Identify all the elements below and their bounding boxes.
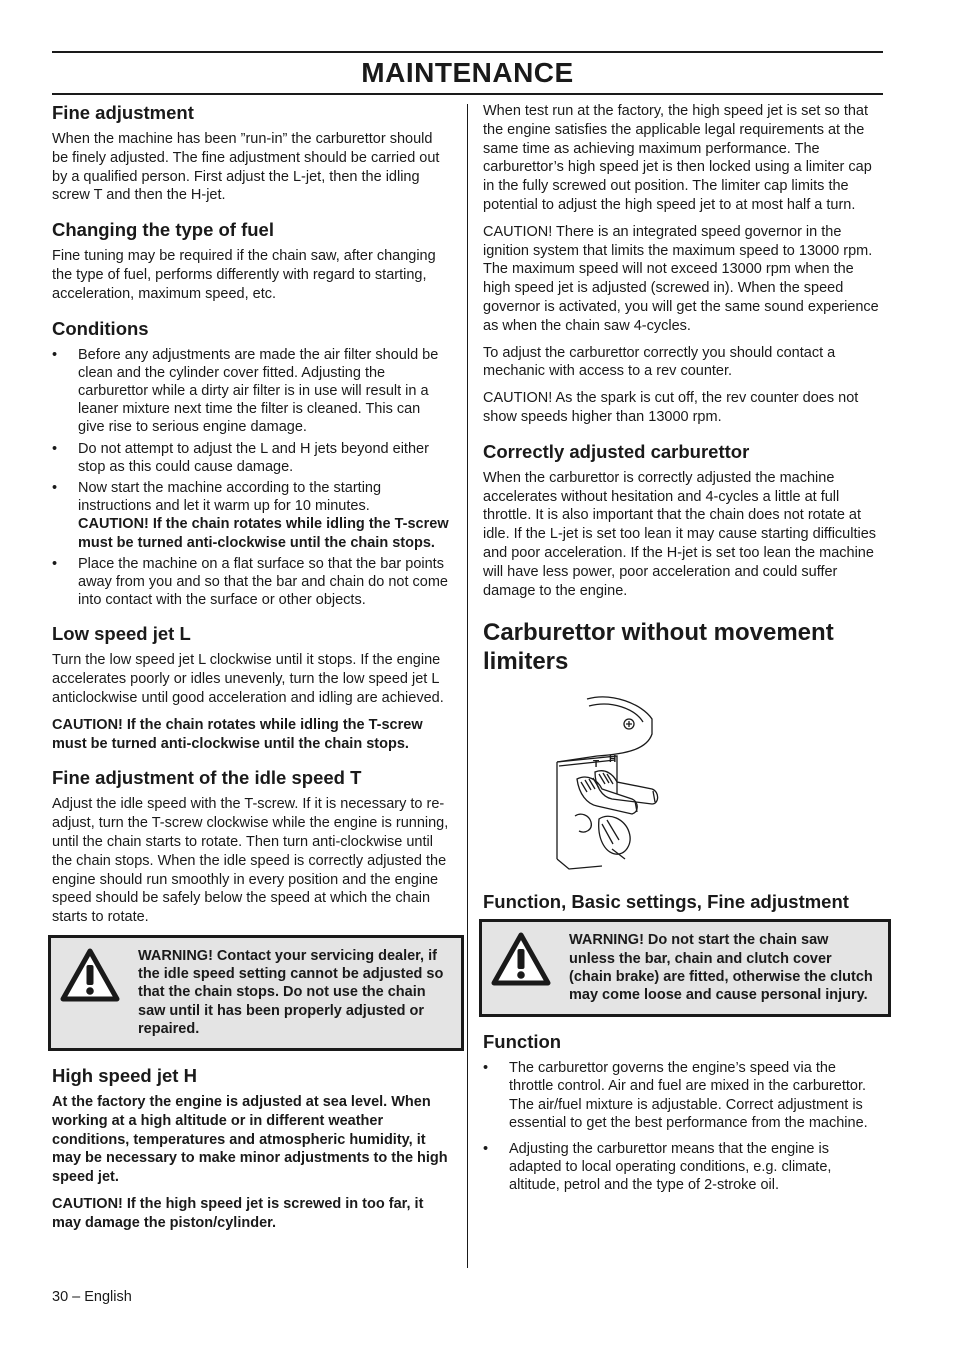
warning-text: WARNING! Do not start the chain saw unless the bar, chain and clutch cover (chain brake) are fitted, otherwise the clutch may come loose and cause personal injury. xyxy=(569,932,873,1003)
conditions-heading: Conditions xyxy=(52,317,149,339)
low-speed-text: Turn the low speed jet L clockwise until it stops. If the engine accelerates poorly or idles unevenly, turn the low speed jet L anticlockwise until good acceleration and idling are achieved. xyxy=(52,652,444,707)
governor-paragraph: CAUTION! There is an integrated speed governor in the ignition system that limits the maximum speed to 13000 rpm. The maximum speed will not exceed 13000 rpm when the high speed jet is adjusted (screwed in). When the speed governor is activated, you will get the same sound experience as when the chain saw 4-cycles. xyxy=(483,223,879,334)
section-title: Carburettor without movement limiters xyxy=(483,619,834,676)
conditions-list xyxy=(52,346,450,610)
high-speed-heading: High speed jet H xyxy=(52,1065,197,1086)
low-speed-heading: Low speed jet L xyxy=(52,623,191,645)
high-speed-caution: CAUTION! If the high speed jet is screwed in too far, it may damage the piston/cylinder. xyxy=(52,1195,424,1231)
function-list xyxy=(483,1059,883,1194)
warning-box-idle xyxy=(48,935,464,1051)
page-title: MAINTENANCE xyxy=(361,57,574,88)
warning-text: WARNING! Contact your servicing dealer, if the idle speed setting cannot be adjusted so that the chain stops. Do not use the chain saw until it has been properly adjusted or repaired. xyxy=(138,947,444,1037)
list-item: • Place the machine on a flat surface so that the bar points away from you and so that the bar and chain do not come into contact with the surface or other objects. xyxy=(52,555,450,610)
correct-heading: Correctly adjusted carburettor xyxy=(483,440,750,462)
fuel-text: Fine tuning may be required if the chain saw, after changing the type of fuel, performs differently with regard to starting, acceleration, maximum speed, etc. xyxy=(52,248,436,302)
warning-triangle-icon xyxy=(60,948,120,1002)
correct-text: When the carburettor is correctly adjusted the machine accelerates without hesitation and 4-cycles a little at full throttle. It is also important that the chain does not rotate at idle. If the L-jet is set too lean it may cause starting difficulties and poor acceleration. If the H-jet is set too lean the machine will have less power, poor acceleration and could suffer damage to the engine. xyxy=(483,469,877,599)
conditions-caution: CAUTION! If the chain rotates while idling the T-screw must be turned anti-clockwise until the chain stops. xyxy=(78,516,449,551)
fine-adjustment-heading: Fine adjustment xyxy=(52,102,194,123)
list-item: • Do not attempt to adjust the L and H jets beyond either stop as this could cause damage. xyxy=(52,440,450,476)
function-heading: Function xyxy=(483,1031,562,1053)
fuel-heading: Changing the type of fuel xyxy=(52,219,274,241)
list-item: • Adjusting the carburettor means that the engine is adapted to local operating conditions, e.g. climate, altitude, petrol and the type of 2-stroke oil. xyxy=(483,1140,883,1195)
idle-speed-heading: Fine adjustment of the idle speed T xyxy=(52,767,362,789)
idle-speed-text: Adjust the idle speed with the T-screw. If it is necessary to re-adjust, turn the T-screw clockwise while the engine is running, until the chain starts to rotate. Then turn anti-clockwise until the chain stops. When the idle speed is correctly adjusted the engine should run smoothly in every position and the engine speed should be safely below the speed at which the chain starts to rotate. xyxy=(52,796,449,926)
header-rule-top xyxy=(52,51,883,53)
rev-counter-paragraph: CAUTION! As the spark is cut off, the rev counter does not show speeds higher than 13000 rpm. xyxy=(483,390,859,425)
left-column xyxy=(52,102,450,1241)
figure-label-h: H xyxy=(609,754,617,766)
page-footer: 30 – English xyxy=(52,1289,132,1305)
warning-box-start xyxy=(479,919,891,1017)
low-speed-caution: CAUTION! If the chain rotates while idling the T-screw must be turned anti-clockwise until the chain stops. xyxy=(52,716,423,752)
list-item: • The carburettor governs the engine’s speed via the throttle control. Air and fuel are mixed in the carburettor. The air/fuel mixture is adjustable. Correct adjustment is essential to get the best performance from the machine. xyxy=(483,1059,883,1132)
warning-triangle-icon xyxy=(491,932,551,986)
list-item: • Before any adjustments are made the air filter should be clean and the cylinder cover fitted. Adjusting the carburettor while a dirty air filter is in use will result in a leaner mixture next time the filter is cleaned. This can give rise to serious engine damage. xyxy=(52,346,450,437)
high-speed-text: At the factory the engine is adjusted at sea level. When working at a high altitude or in different weather conditions, temperatures and atmospheric humidity, it may be necessary to make minor adjustments to the high speed jet. xyxy=(52,1094,448,1186)
factory-paragraph: When test run at the factory, the high speed jet is set so that the engine satisfies the applicable legal requirements at the same time as achieving maximum performance. The carburettor’s high speed jet is then locked using a limiter cap in the fully screwed out position. The limiter cap limits the potential to adjust the high speed jet to at most half a turn. xyxy=(483,103,872,213)
function-basic-heading: Function, Basic settings, Fine adjustment xyxy=(483,891,849,913)
mechanic-paragraph: To adjust the carburettor correctly you should contact a mechanic with access to a rev counter. xyxy=(483,344,836,380)
right-column xyxy=(483,102,883,1203)
fine-adjustment-text: When the machine has been ”run-in” the carburettor should be finely adjusted. The fine adjustment should be carried out by a qualified person. First adjust the L-jet, then the idling screw T and then the H-jet. xyxy=(52,131,440,204)
column-divider xyxy=(467,104,468,1268)
carburettor-illustration xyxy=(517,694,692,874)
figure-label-t: T xyxy=(593,759,600,771)
header-rule-bottom xyxy=(52,93,883,95)
list-item: • Now start the machine according to the starting instructions and let it warm up for 10 minutes. CAUTION! If the chain rotates while idling the T-screw must be turned anti-clockwise until the chain stops. xyxy=(52,479,450,552)
